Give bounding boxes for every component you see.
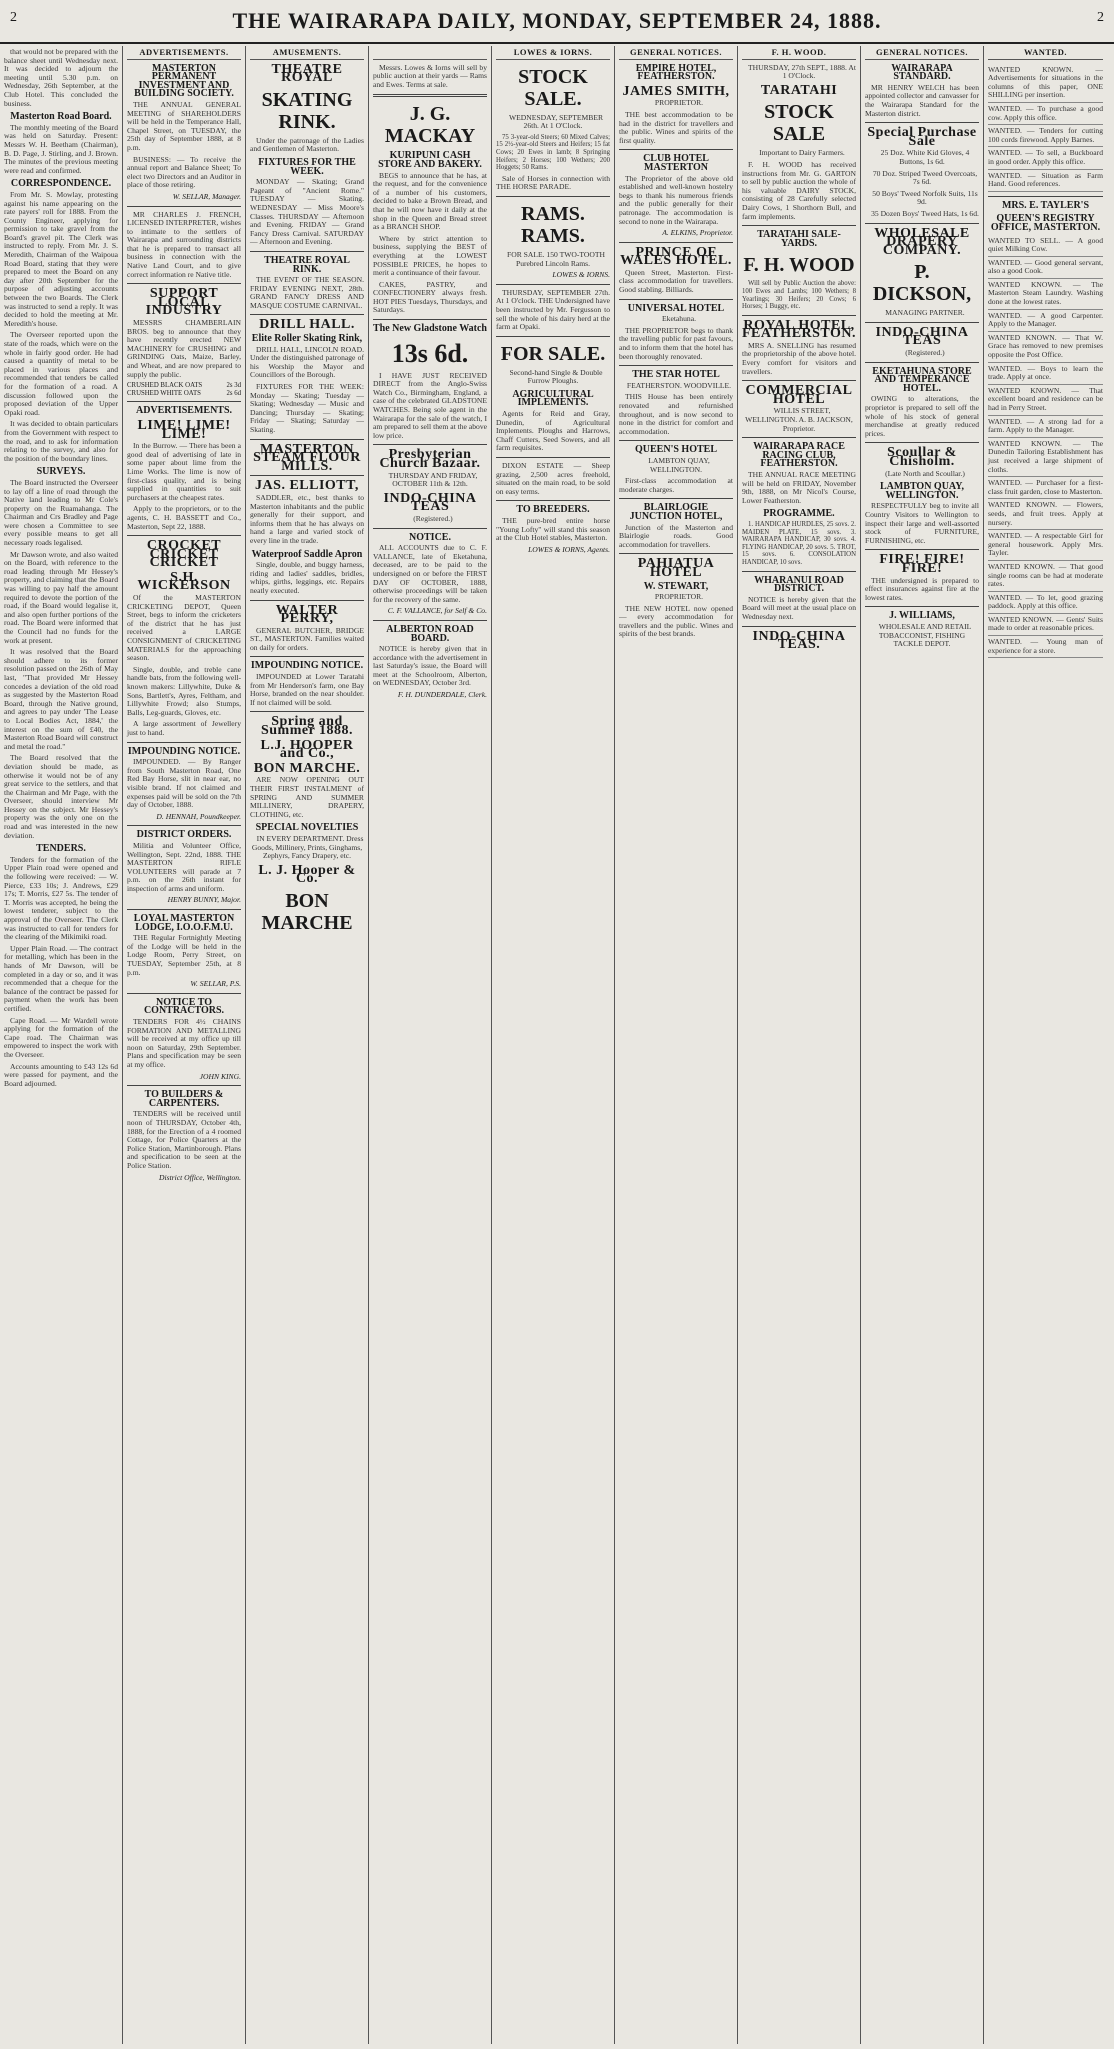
ad-fh-wood: F. H. WOOD — [743, 254, 855, 277]
ad-wharanui-road: WHARANUI ROAD DISTRICT. — [754, 574, 844, 595]
masthead — [0, 0, 1114, 44]
ad-wairarapa-standard: WAIRARAPA STANDARD. — [891, 62, 953, 83]
ad-stock-sale-wood: STOCK SALE — [764, 101, 834, 146]
heading-correspondence: CORRESPONDENCE. — [10, 178, 112, 190]
ad-mackay: J. G. MACKAY — [384, 103, 476, 148]
ad-taratahi-saleyards: TARATAHI SALE-YARDS. — [757, 229, 841, 249]
column-1: that would not be prepared with the balance sheet until Wednesday next. It was decided to adjourn the meeting until 5.30 p.m. on Wednesday, 26th September, at the Club Hotel. This concluded the business. Masterton Road Board. The monthly meeting of the Board was held on Saturday. Present: Messrs W. H. Beetham (Chairman), B. D. Page, J. Stirling, and J. Brown. The minutes of the previous meeting were read and confirmed. CORRESPONDENCE. From Mr. S. Mowlay, protesting against his name appearing on the rate payers' roll for 1888. From the County Engineer, applying for permission to take gravel from the Board's gravel pit. The Clerk was instructed to reply. From Mr. J. S. Meredith, Chairman of the Waipoua Road Board, stating that they were prepared to meet the Board on any day after 20th September for the purpose of adjusting accounts between the two Boards. The Clerk was instructed to send a reply. It was decided to hold the meeting at Mr. Meredith's house. The Overseer reported upon the state of the roads, which were on the whole in fairly good order. He had caused a quantity of metal to be placed in various places and recommended that tenders be called for the formation of a road. A discussion followed upon the proposed deviation of the Upper Opaki road. It was decided to obtain particulars from the Government with respect to the road, and to ask for information relating to the survey, and also for the position of the boundary lines. SURVEYS. The Board instructed the Overseer to lay off a line of road through the Native land leading to Mr Cole's property on the Ruamahanga. The Chairman and Crs Bradley and Page were chosen a Committee to see every possible means to get all necessary roads legalised. Mr Dawson wrote, and also waited on the Board, with reference to the road leading through Mr Hessey's property, and claiming that the Board was willing to pay half the amount required to devote the portion of the road, if the Board would legalise it, and also open further portions of the road. The Board were informed that the Council had no funds for the work at present. It was resolved that the Board should adhere to its former resolution passed on the 26th of May last, "That provided Mr Hessey concedes a deviation of the old road as suggested by the Masterton Road Board, through the Native ground, and agrees to pay under 'The Lease to Local Bodies Act, 1884,' the interest on the sum of £40, the Masterton Road Board will construct and metal the road." The Board resolved that the deviation should be made, as otherwise it would not be of any great service to the settlers, and that the Chairman and Mr Page, with the Overseer, should interview Mr Hessey on the subject. Mr Hessey's property was the only one on the road and was interested in the new deviation. TENDERS. Tenders for the formation of the Upper Plain road were opened and the following were received: — W. Pierce, £33 10s; J. Andrews, £29 17s; T. Morris, £27 5s. The tender of T. Morris was accepted, he being the lowest tenderer, subject to the approval of the Overseer. The Clerk was instructed to call for tenders for the clearing of the Mikimiki road. Upper Plain Road. — The contract for metalling, which has been in the hands of Mr Dawson, will be completed in a day or so, and it was recommended that a cheque for the balance of the contract be passed for payment when the work has been certified. Cape Road. — Mr Wardell wrote applying for the formation of the Cape road. The Chairman was empowered to inspect the work with the Overseer. Accounts amounting to £43 12s 6d were passed for payment, and the Board adjourned. — [0, 46, 123, 2044]
column-3-header: AMUSEMENTS. — [250, 48, 364, 60]
column-7: F. H. WOOD. THURSDAY, 27th SEPT., 1888. At 1 O'Clock. TARATAHI STOCK SALE Important to Dairy Farmers. F. H. WOOD has received instructions from Mr. G. GARTON to sell by public auction the whole of his valuable DAIRY STOCK, consisting of 28 Carefully selected Dairy Cows, 1 Shorthorn Bull, and farm implements. TARATAHI SALE-YARDS. F. H. WOOD Will sell by Public Auction the above: 100 Ewes and Lambs; 100 Wethers; 8 Yearlings; 30 Heifers; 20 Cows; 6 Horses; 1 Buggy, etc. ROYAL HOTEL, FEATHERSTON. MRS A. SNELLING has resumed the proprietorship of the above hotel. Every comfort for visitors and travellers. COMMERCIAL HOTEL WILLIS STREET, WELLINGTON. A. B. JACKSON, Proprietor. WAIRARAPA RACE RACING CLUB, FEATHERSTON. THE ANNUAL RACE MEETING will be held on FRIDAY, November 9th, 1888, on Mr Nicol's Course, Lower Featherston. PROGRAMME. 1. HANDICAP HURDLES, 25 sovs. 2. MAIDEN PLATE, 15 sovs. 3. WAIRARAPA HANDICAP, 30 sovs. 4. FLYING HANDICAP, 20 sovs. 5. TROT, 15 sovs. 6. CONSOLATION HANDICAP, 10 sovs. WHARANUI ROAD DISTRICT. NOTICE is hereby given that the Board will meet at the usual place on Wednesday next. INDO-CHINA TEAS. — [738, 46, 861, 2044]
column-7-header: F. H. WOOD. — [742, 48, 856, 60]
ad-wickerson: S.H. WICKERSON — [137, 569, 231, 594]
ad-walter-perry: WALTER PERRY, — [275, 602, 339, 627]
ad-special-novelties: SPECIAL NOVELTIES — [255, 822, 359, 834]
ad-kuripuni-store: KURIPUNI CASH STORE AND BAKERY. — [378, 150, 482, 170]
ad-bon-marche-1: BON MARCHE. — [253, 760, 361, 776]
ad-queens-registry: QUEEN'S REGISTRY OFFICE, MASTERTON. — [990, 213, 1101, 233]
ad-special-purchase: Special Purchase Sale — [867, 125, 977, 149]
ad-indo-china-teas-col7: INDO-CHINA TEAS. — [752, 628, 846, 653]
ad-prince-of-wales-hotel: PRINCE OF WALES HOTEL. — [620, 244, 732, 269]
ad-spring-summer: Spring and Summer 1888. — [260, 714, 354, 739]
column-5: LOWES & IORNS. STOCK SALE. WEDNESDAY, SEPTEMBER 26th. At 1 O'Clock. 75 3-year-old Steers; 60 Mixed Calves; 15 2½-year-old Steers and Heifers; 15 fat Cows; 20 Ewes in lamb; 8 Springing Heifers; 2 Horses; 100 Wethers; 200 Hoggets; 50 Rams. Sale of Horses in connection with THE HORSE PARADE. RAMS. RAMS. FOR SALE. 150 TWO-TOOTH Purebred Lincoln Rams. LOWES & IORNS. THURSDAY, SEPTEMBER 27th. At 1 O'clock. THE Undersigned have been instructed by Mr. Fergusson to sell the whole of his dairy herd at the farm at Opaki. FOR SALE. Second-hand Single & Double Furrow Ploughs. AGRICULTURAL IMPLEMENTS. Agents for Reid and Gray, Dunedin, of Agricultural Implements. Ploughs and Harrows, Chaff Cutters, Seed Sowers, and all farm requisites. DIXON ESTATE — Sheep grazing, 2,500 acres freehold, situated on the main road, to be sold on easy terms. TO BREEDERS. THE pure-bred entire horse "Young Lofty" will stand this season at the Club Hotel stables, Masterton. LOWES & IORNS, Agents. — [492, 46, 615, 2044]
ad-for-sale: FOR SALE. — [500, 342, 606, 365]
ad-jas-elliott: JAS. ELLIOTT, — [255, 478, 359, 494]
ad-theatre-royal: THEATRE ROYAL — [271, 61, 343, 86]
ad-stock-sale-lowes: STOCK SALE. — [518, 65, 588, 110]
ad-impounding-notice-2: IMPOUNDING NOTICE. — [127, 745, 241, 757]
ad-scoullar-chisholm: Scoullar & Chisholm. — [887, 445, 957, 469]
ad-drill-hall: DRILL HALL. — [259, 317, 355, 333]
ad-lambton-quay: LAMBTON QUAY, WELLINGTON. — [879, 481, 965, 501]
ad-skating-rink: SKATING RINK. — [261, 88, 353, 133]
column-6-header: GENERAL NOTICES. — [619, 48, 733, 60]
column-9: WANTED. WANTED KNOWN. — Advertisements for situations in the columns of this paper, ONE SHILLING per insertion. WANTED. — To purchase a good cow. Apply this office. WANTED. — Tenders for cutting 100 cords firewood. Apply Barnes. WANTED. — To sell, a Buckboard in good order. Apply this office. WANTED. — Situation as Farm Hand. Good references. MRS. E. TAYLER'S QUEEN'S REGISTRY OFFICE, MASTERTON. WANTED TO SELL. — A good quiet Milking Cow. WANTED. — Good general servant, also a good Cook. WANTED KNOWN. — The Masterton Steam Laundry. Washing done at the lowest rates. WANTED. — A good Carpenter. Apply to the Manager. WANTED KNOWN. — That W. Grace has removed to new premises opposite the Post Office. WANTED. — Boys to learn the trade. Apply at once. WANTED KNOWN. — That excellent board and residence can be had in Perry Street. WANTED. — A strong lad for a farm. Apply to the Manager. WANTED KNOWN. — The Dunedin Tailoring Establishment has just received a large shipment of cloths. WANTED. — Purchaser for a first-class fruit garden, close to Masterton. WANTED KNOWN. — Flowers, seeds, and fruit trees. Apply at nursery. WANTED. — A respectable Girl for general housework. Apply Mrs. Tayler. WANTED KNOWN. — That good single rooms can be had at moderate rates. WANTED. — To let, good grazing paddock. Apply at this office. WANTED KNOWN. — Gents' Suits made to order at reasonable prices. WANTED. — Young man of experience for a store. — [984, 46, 1107, 2044]
ad-lj-hooper-2: L. J. Hooper & Co. — [258, 862, 356, 887]
ad-empire-hotel: EMPIRE HOTEL, FEATHERSTON. — [635, 62, 717, 83]
ad-lj-hooper: L.J. HOOPER and Co., — [260, 737, 354, 762]
heading-road-board: Masterton Road Board. — [10, 111, 112, 123]
ad-building-society: MASTERTON PERMANENT INVESTMENT AND BUILDING SOCIETY. — [134, 62, 234, 100]
column-4: Messrs. Lowes & Iorns will sell by public auction at their yards — Rams and Ewes. Terms at sale. J. G. MACKAY KURIPUNI CASH STORE AND BAKERY. BEGS to announce that he has, at the request, and for the convenience of a number of his customers, decided to bake a Brown Bread, and that he will now have it daily at the shop in the Queen and Bread street as a BRANCH SHOP. Where by strict attention to business, supplying the BEST of everything at the LOWEST POSSIBLE PRICES, he hopes to merit a continuance of their favour. CAKES, PASTRY, and CONFECTIONERY always fresh. HOT PIES Tuesdays, Thursdays, and Saturdays. The New Gladstone Watch 13s 6d. I HAVE JUST RECEIVED DIRECT from the Anglo-Swiss Watch Co., Birmingham, England, a case of the celebrated GLADSTONE WATCHES. Being sole agent in the Wairarapa for the sale of the watch, I am prepared to sell them at the above low price. Presbyterian Church Bazaar. THURSDAY AND FRIDAY, OCTOBER 11th & 12th. INDO-CHINA TEAS (Registered.) NOTICE. ALL ACCOUNTS due to C. F. VALLANCE, late of Eketahuna, deceased, are to be paid to the undersigned on or before the FIRST DAY OF OCTOBER, 1888, otherwise proceedings will be taken for the recovery of the same. C. F. VALLANCE, for Self & Co. ALBERTON ROAD BOARD. NOTICE is hereby given that in accordance with the advertisement in last Saturday's issue, the Board will meet at the Schoolroom, Alberton, on WEDNESDAY, October 3rd. F. H. DUNDERDALE, Clerk. — [369, 46, 492, 2044]
ad-fixtures: FIXTURES FOR THE WEEK. — [258, 156, 356, 177]
ad-blairlogie-hotel: BLAIRLOGIE JUNCTION HOTEL, — [629, 502, 723, 522]
column-5-header: LOWES & IORNS. — [496, 48, 610, 60]
ad-to-breeders: TO BREEDERS. — [516, 504, 590, 516]
column-4-header — [373, 48, 487, 60]
ad-flour-mills: MASTERTON STEAM FLOUR MILLS. — [253, 441, 361, 474]
column-8-header: GENERAL NOTICES. — [865, 48, 979, 60]
ad-james-smith: JAMES SMITH, — [622, 83, 730, 99]
ad-p-dickson: P. DICKSON, — [872, 261, 972, 306]
ad-star-hotel: THE STAR HOTEL — [632, 369, 720, 381]
ad-elite-rink: Elite Roller Skating Rink, — [251, 333, 363, 345]
ad-indo-china-teas-col4: INDO-CHINA TEAS — [383, 490, 477, 515]
ad-royal-hotel: ROYAL HOTEL, FEATHERSTON. — [742, 317, 857, 342]
ad-taratahi: TARATAHI — [760, 82, 838, 98]
page-number-left: 2 — [10, 10, 17, 25]
column-2: ADVERTISEMENTS. MASTERTON PERMANENT INVESTMENT AND BUILDING SOCIETY. THE ANNUAL GENERAL MEETING of SHAREHOLDERS will be held in the Temperance Hall, Chapel Street, on TUESDAY, the 25th day of September 1888, at 8 p.m. BUSINESS: — To receive the annual report and Balance Sheet; To elect two Directors and an Auditor in place of those retiring. W. SELLAR, Manager. MR CHARLES J. FRENCH, LICENSED INTERPRETER, wishes to intimate to the settlers of Wairarapa and surrounding districts that he is prepared to transact all business in connection with the Native Land Court, and to give correct information re Native title. SUPPORT LOCAL INDUSTRY MESSRS CHAMBERLAIN BROS. beg to announce that they have recently erected NEW MACHINERY for CRUSHING and GRINDING Oats, Maize, Barley, and Wheat, and are now prepared to supply the public. CRUSHED BLACK OATS 2s 3d CRUSHED WHITE OATS 2s 6d ADVERTISEMENTS. LIME! LIME! LIME! In the Burrow. — There has been a good deal of advertising of late in some paper about lime from the Lime Works. The lime is now of first-class quality, and is being supplied in quantities to suit purchasers at the cheapest rates. Apply to the proprietors, or to the agents, C. H. BASSETT and Co., Masterton, Sept 22, 1888. CROCKET CRICKET CRICKET S.H. WICKERSON Of the MASTERTON CRICKETING DEPOT, Queen Street, begs to inform the cricketers of the district that he has just received a LARGE CONSIGNMENT of CRICKETING MATERIALS for the approaching season. Single, double, and treble cane handle bats, from the following well-known makers: Lillywhite, Duke & Sons, Bartlett's, Ayres, Feltham, and Lillywhite Frowd; also Stumps, Balls, Leg-guards, Gloves, etc. A large assortment of Jewellery just to hand. IMPOUNDING NOTICE. IMPOUNDED. — By Ranger from South Masterton Road, One Red Bay Horse, slit in near ear, no visible brand. If not claimed and expenses paid will be sold on the 7th day of October, 1888. D. HENNAH, Poundkeeper. DISTRICT ORDERS. Militia and Volunteer Office, Wellington, Sept. 22nd, 1888. THE MASTERTON RIFLE VOLUNTEERS will parade at 7 p.m. on the 26th instant for inspection of arms and uniform. HENRY BUNNY, Major. LOYAL MASTERTON LODGE, I.O.O.F.M.U. THE Regular Fortnightly Meeting of the Lodge will be held in the Lodge Room, Perry Street, on TUESDAY, September 25th, at 8 p.m. W. SELLAR, P.S. NOTICE TO CONTRACTORS. TENDERS FOR 4½ CHAINS FORMATION AND METALLING will be received at my office up till noon on Saturday, 29th September. Plans and specification may be seen at my office. JOHN KING. TO BUILDERS & CARPENTERS. TENDERS will be received until noon of THURSDAY, October 4th, 1888, for the Erection of a 4 roomed Cottage, for Police Quarters at the Police Station, Martinborough. Plans and specification to be seen at the Police Station. District Office, Wellington. — [123, 46, 246, 2044]
column-6: GENERAL NOTICES. EMPIRE HOTEL, FEATHERSTON. JAMES SMITH, PROPRIETOR. THE best accommodation to be had in the district for travellers and the public. Wines and spirits of the first quality. CLUB HOTEL MASTERTON The Proprietor of the above old established and well-known hostelry begs to thank his numerous friends and the public generally for their patronage. The accommodation is second to none in the Wairarapa. A. ELKINS, Proprietor. PRINCE OF WALES HOTEL. Queen Street, Masterton. First-class accommodation for travellers. Good stabling. Billiards. UNIVERSAL HOTEL Eketahuna. THE PROPRIETOR begs to thank the travelling public for past favours, and to inform them that the hotel has been thoroughly renovated. THE STAR HOTEL FEATHERSTON. WOODVILLE. THIS House has been entirely renovated and refurnished throughout, and is now second to none in the district for comfort and accommodation. QUEEN'S HOTEL LAMBTON QUAY, WELLINGTON. First-class accommodation at moderate charges. BLAIRLOGIE JUNCTION HOTEL, Junction of the Masterton and Blairlogie roads. Good accommodation for travellers. PAHIATUA HOTEL W. STEWART, PROPRIETOR. THE NEW HOTEL now opened — every accommodation for travellers and the public. Wines and spirits of the best brands. — [615, 46, 738, 2044]
column-3: AMUSEMENTS. THEATRE ROYAL SKATING RINK. Under the patronage of the Ladies and Gentlemen of Masterton. FIXTURES FOR THE WEEK. MONDAY — Skating; Grand Pageant of "Ancient Rome." TUESDAY — Skating. WEDNESDAY — Miss Moore's Classes. THURSDAY — Afternoon and Evening. FRIDAY — Grand Fancy Dress Carnival. SATURDAY — Afternoon and Evening. THEATRE ROYAL RINK. THE EVENT OF THE SEASON. FRIDAY EVENING NEXT, 28th. GRAND FANCY DRESS AND MASQUE COSTUME CARNIVAL. DRILL HALL. Elite Roller Skating Rink, DRILL HALL, LINCOLN ROAD. Under the distinguished patronage of his Worship the Mayor and Councillors of the Borough. FIXTURES FOR THE WEEK: Monday — Skating; Tuesday — Skating; Wednesday — Music and Dancing; Thursday — Skating; Friday — Skating; Saturday — Skating. MASTERTON STEAM FLOUR MILLS. JAS. ELLIOTT, SADDLER, etc., best thanks to Masterton inhabitants and the public generally for their support, and informs them that he has always on hand a large and varied stock of every line in the trade. Waterproof Saddle Apron Single, double, and buggy harness, riding and ladies' saddles, bridles, whips, girths, leggings, etc. Repairs neatly executed. WALTER PERRY, GENERAL BUTCHER, BRIDGE ST., MASTERTON. Families waited on daily for orders. IMPOUNDING NOTICE. IMPOUNDED at Lower Taratahi from Mr Henderson's farm, one Bay Horse, branded on the near shoulder. If not claimed will be sold. Spring and Summer 1888. L.J. HOOPER and Co., BON MARCHE. ARE NOW OPENING OUT THEIR FIRST INSTALMENT of SPRING AND SUMMER MILLINERY, DRAPERY, CLOTHING, etc. SPECIAL NOVELTIES IN EVERY DEPARTMENT. Dress Goods, Millinery, Prints, Ginghams, Zephyrs, Fancy Drapery, etc. L. J. Hooper & Co. BON MARCHE — [246, 46, 369, 2044]
ad-alberton-road-board: ALBERTON ROAD BOARD. — [386, 623, 474, 644]
ad-eketahuna-store: EKETAHUNA STORE AND TEMPERANCE HOTEL. — [872, 365, 972, 394]
ad-programme: PROGRAMME. — [763, 508, 835, 520]
ad-pahiatua-hotel: PAHIATUA HOTEL — [637, 556, 715, 580]
ad-to-builders: TO BUILDERS & CARPENTERS. — [144, 1089, 224, 1109]
columns — [0, 46, 1114, 2044]
ad-notice-col4: NOTICE. — [409, 531, 451, 543]
ad-club-hotel: CLUB HOTEL MASTERTON — [643, 153, 709, 173]
ad-j-williams: J. WILLIAMS, — [889, 610, 955, 622]
ad-advertisements-2: ADVERTISEMENTS. — [135, 405, 233, 417]
ad-saddle-apron: Waterproof Saddle Apron — [251, 548, 363, 560]
ad-district-orders: DISTRICT ORDERS. — [136, 829, 232, 841]
ad-rams: RAMS. RAMS. — [521, 202, 585, 247]
page-number-right: 2 — [1097, 10, 1104, 25]
column-8: GENERAL NOTICES. WAIRARAPA STANDARD. MR HENRY WELCH has been appointed collector and canvasser for the Wairarapa Standard for the Masterton district. Special Purchase Sale 25 Doz. White Kid Gloves, 4 Buttons, 1s 6d. 70 Doz. Striped Tweed Overcoats, 7s 6d. 50 Boys' Tweed Norfolk Suits, 11s 9d. 35 Dozen Boys' Tweed Hats, 1s 6d. WHOLESALE DRAPERY COMPANY. P. DICKSON, MANAGING PARTNER. INDO-CHINA TEAS (Registered.) EKETAHUNA STORE AND TEMPERANCE HOTEL. OWING to alterations, the proprietor is prepared to sell off the whole of his stock of general merchandise at greatly reduced prices. Scoullar & Chisholm. (Late North and Scoullar.) LAMBTON QUAY, WELLINGTON. RESPECTFULLY beg to invite all Country Visitors to Wellington to inspect their large and well-assorted stock of FURNITURE, FURNISHING, etc. FIRE! FIRE! FIRE! THE undersigned is prepared to effect insurances against fire at the lowest rates. J. WILLIAMS, WHOLESALE AND RETAIL TOBACCONIST, FISHING TACKLE DEPOT. — [861, 46, 984, 2044]
ad-universal-hotel: UNIVERSAL HOTEL — [627, 302, 725, 314]
ad-fire: FIRE! FIRE! FIRE! — [879, 552, 965, 576]
ad-gladstone-watch: The New Gladstone Watch — [373, 323, 487, 335]
ad-support-local-industry: SUPPORT LOCAL INDUSTRY — [145, 286, 223, 319]
column-9-header: WANTED. — [988, 48, 1103, 60]
newspaper-title: THE WAIRARAPA DAILY, MONDAY, SEPTEMBER 24, 1888. — [232, 8, 882, 33]
ad-agricultural-implements: AGRICULTURAL IMPLEMENTS. — [512, 388, 594, 409]
ad-watch-price: 13s 6d. — [391, 338, 469, 368]
ad-wairarapa-racing-club: WAIRARAPA RACE RACING CLUB, FEATHERSTON. — [753, 441, 845, 470]
ad-presbyterian-bazaar: Presbyterian Church Bazaar. — [379, 447, 481, 471]
column-2-header: ADVERTISEMENTS. — [127, 48, 241, 60]
ad-w-stewart: W. STEWART, — [643, 580, 709, 592]
ad-indo-china-teas-col8: INDO-CHINA TEAS — [875, 324, 969, 349]
ad-mrs-tayler: MRS. E. TAYLER'S — [1001, 199, 1090, 211]
heading-surveys: SURVEYS. — [36, 466, 86, 478]
heading-tenders: TENDERS. — [36, 843, 86, 855]
ad-commercial-hotel: COMMERCIAL HOTEL — [745, 383, 853, 407]
ad-notice-to-contractors: NOTICE TO CONTRACTORS. — [143, 996, 225, 1017]
ad-theatre-royal-rink: THEATRE ROYAL RINK. — [264, 254, 350, 275]
ad-lime: LIME! LIME! LIME! — [137, 417, 231, 442]
ad-cricket: CROCKET CRICKET CRICKET — [146, 538, 222, 571]
ad-bon-marche-2: BON MARCHE — [261, 889, 353, 934]
ad-loyal-lodge: LOYAL MASTERTON LODGE, I.O.O.F.M.U. — [133, 913, 235, 933]
ad-queens-hotel: QUEEN'S HOTEL — [635, 444, 717, 456]
ad-wholesale-drapery: WHOLESALE DRAPERY COMPANY. — [874, 225, 970, 258]
ad-impounding-notice-3: IMPOUNDING NOTICE. — [250, 660, 364, 672]
